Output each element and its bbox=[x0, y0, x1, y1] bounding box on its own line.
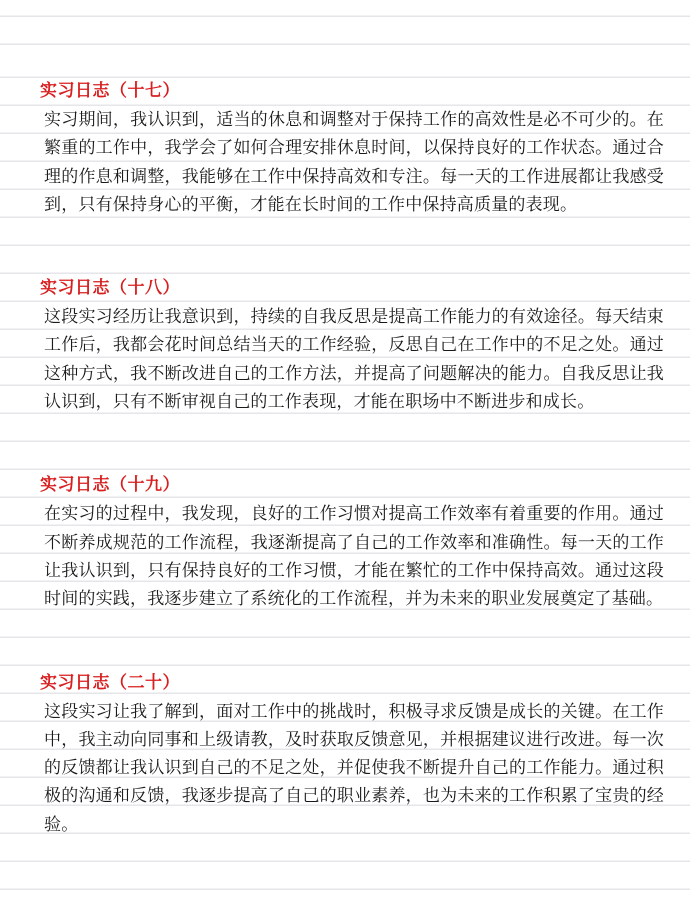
journal-entry-19 bbox=[40, 472, 664, 613]
journal-entry-18 bbox=[40, 275, 664, 416]
journal-entry-17 bbox=[40, 78, 664, 219]
journal-page bbox=[40, 78, 664, 895]
entry-title: 实习日志（二十） bbox=[40, 672, 180, 693]
entry-title: 实习日志（十七） bbox=[40, 81, 180, 101]
entry-title: 实习日志（十八） bbox=[40, 278, 180, 299]
entry-body: 这段实习经历让我意识到，持续的自我反思是提高工作能力的有效途径。每天结束工作后，我都会花时间总结当天的工作经验，反思自己在工作中的不足之处。通过这种方式，我不断改进自己的工作方法，并提高了问题解决的能力。自我反思让我认识到，只有不断审视自己的工作表现，才能在职场中不断进步和成长。 bbox=[44, 307, 664, 413]
journal-entry-20 bbox=[40, 670, 664, 839]
entry-body: 实习期间，我认识到，适当的休息和调整对于保持工作的高效性是必不可少的。在繁重的工作中，我学会了如何合理安排休息时间，以保持良好的工作状态。通过合理的作息和调整，我能够在工作中保持高效和专注。每一天的工作进展都让我感受到，只有保持身心的平衡，才能在长时间的工作中保持高质量的表现。 bbox=[44, 110, 664, 215]
entry-title: 实习日志（十九） bbox=[40, 475, 180, 496]
entry-body: 这段实习让我了解到，面对工作中的挑战时，积极寻求反馈是成长的关键。在工作中，我主动向同事和上级请教，及时获取反馈意见，并根据建议进行改进。每一次的反馈都让我认识到自己的不足之处，并促使我不断提升自己的工作能力。通过积极的沟通和反馈，我逐步提高了自己的职业素养，也为未来的工作积累了宝贵的经验。 bbox=[44, 701, 664, 835]
entry-body: 在实习的过程中，我发现，良好的工作习惯对提高工作效率有着重要的作用。通过不断养成规范的工作流程，我逐渐提高了自己的工作效率和准确性。每一天的工作让我认识到，只有保持良好的工作习惯，才能在繁忙的工作中保持高效。通过这段时间的实践，我逐步建立了系统化的工作流程，并为未来的职业发展奠定了基础。 bbox=[44, 504, 664, 610]
